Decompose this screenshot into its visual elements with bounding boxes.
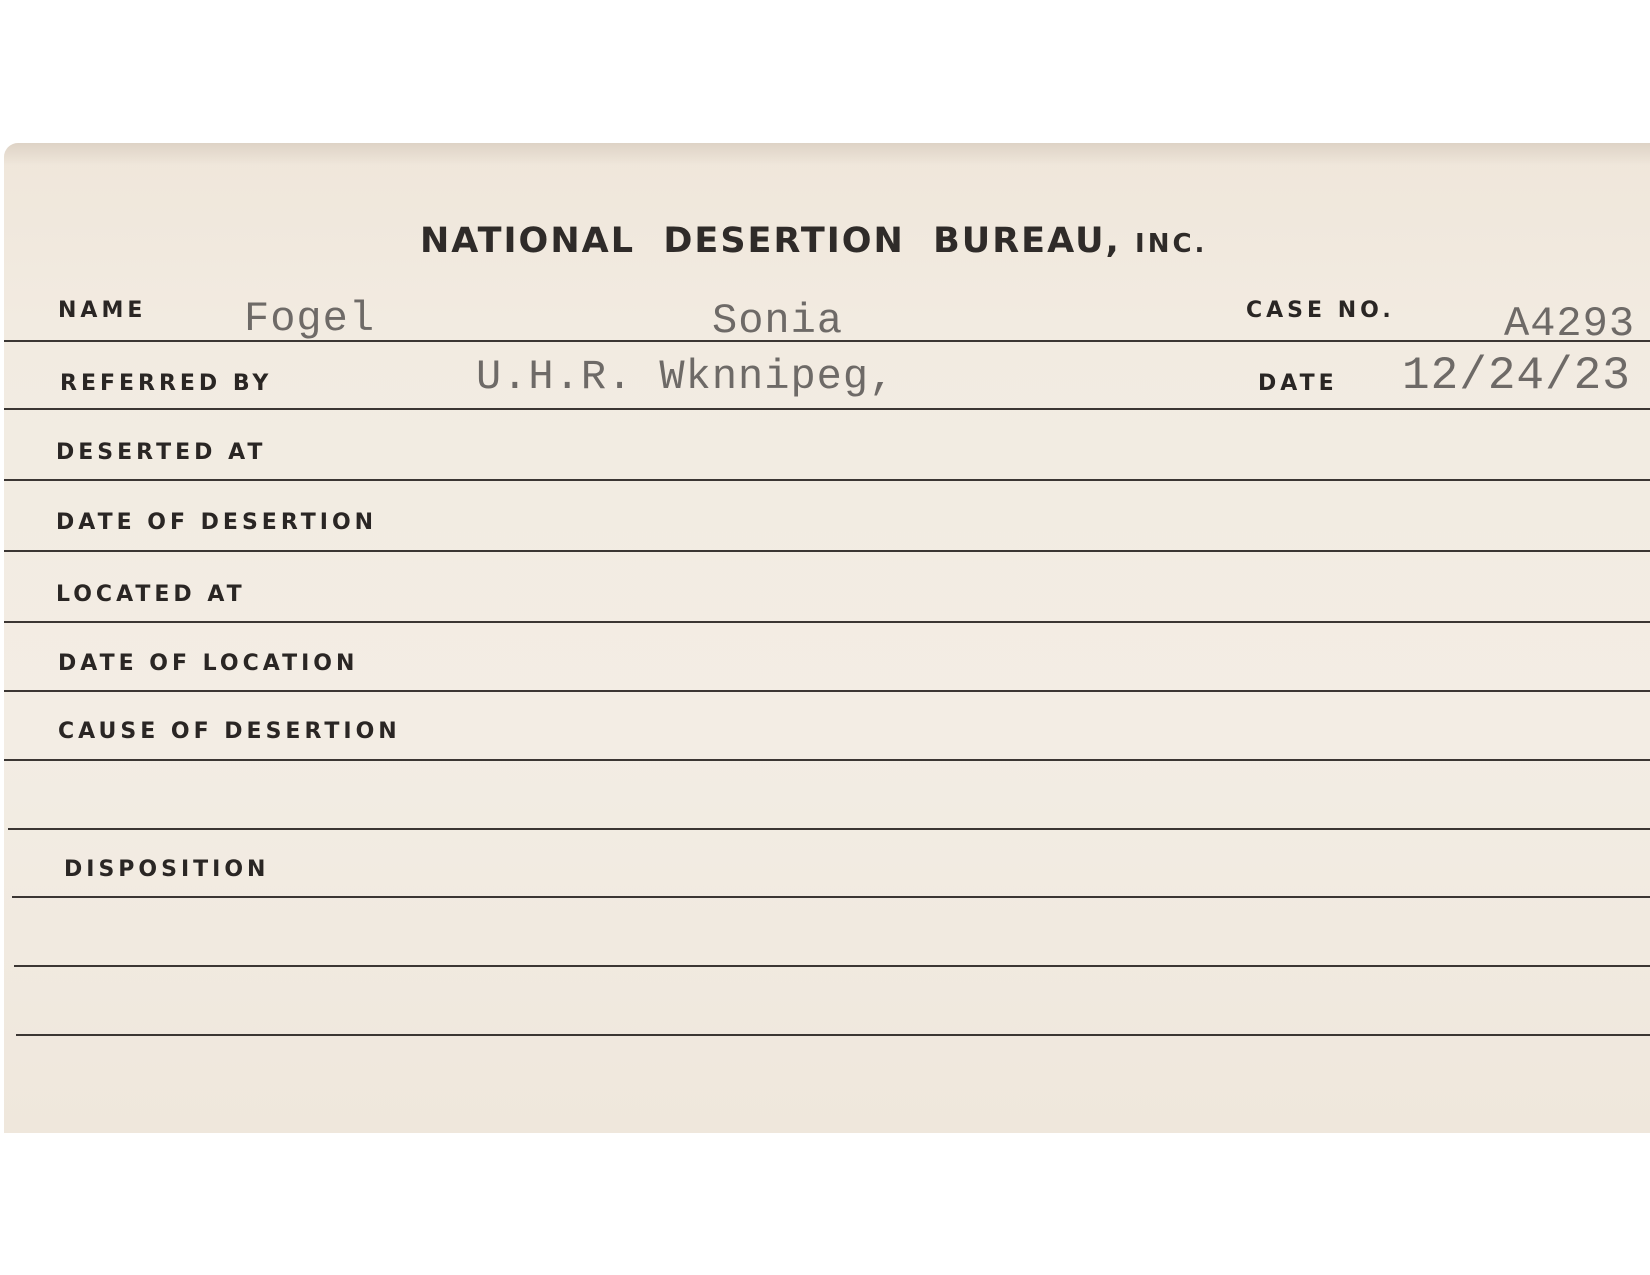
card-title-main: NATIONAL DESERTION BUREAU,	[420, 221, 1136, 261]
rule-deserted-at	[4, 479, 1650, 481]
rule-date-of-location	[4, 690, 1650, 692]
deserted-at-label: DESERTED AT	[56, 440, 267, 465]
index-card	[4, 143, 1650, 1133]
card-title	[4, 221, 1650, 261]
rule-referred	[4, 408, 1650, 410]
name-label: NAME	[58, 298, 147, 323]
name-last-value: Fogel	[244, 295, 376, 343]
cause-of-desertion-label: CAUSE OF DESERTION	[58, 719, 401, 744]
rule-cause-extra	[8, 828, 1650, 830]
case-no-label: CASE NO.	[1246, 298, 1395, 323]
rule-located-at	[4, 621, 1650, 623]
located-at-label: LOCATED AT	[56, 582, 246, 607]
case-no-value: A4293	[1504, 300, 1636, 348]
rule-disposition-extra-2	[16, 1034, 1650, 1036]
date-of-desertion-label: DATE OF DESERTION	[56, 510, 378, 535]
rule-disposition-extra-1	[14, 965, 1650, 967]
referred-by-value: U.H.R. Wknnipeg,	[476, 353, 896, 401]
rule-cause	[4, 759, 1650, 761]
name-first-value: Sonia	[712, 297, 844, 345]
date-value: 12/24/23	[1402, 350, 1631, 402]
disposition-label: DISPOSITION	[64, 857, 270, 882]
referred-by-label: REFERRED BY	[60, 371, 273, 396]
date-label: DATE	[1258, 371, 1338, 396]
rule-date-of-desertion	[4, 550, 1650, 552]
card-title-suffix: INC.	[1135, 229, 1208, 259]
date-of-location-label: DATE OF LOCATION	[58, 651, 359, 676]
rule-disposition	[12, 896, 1650, 898]
